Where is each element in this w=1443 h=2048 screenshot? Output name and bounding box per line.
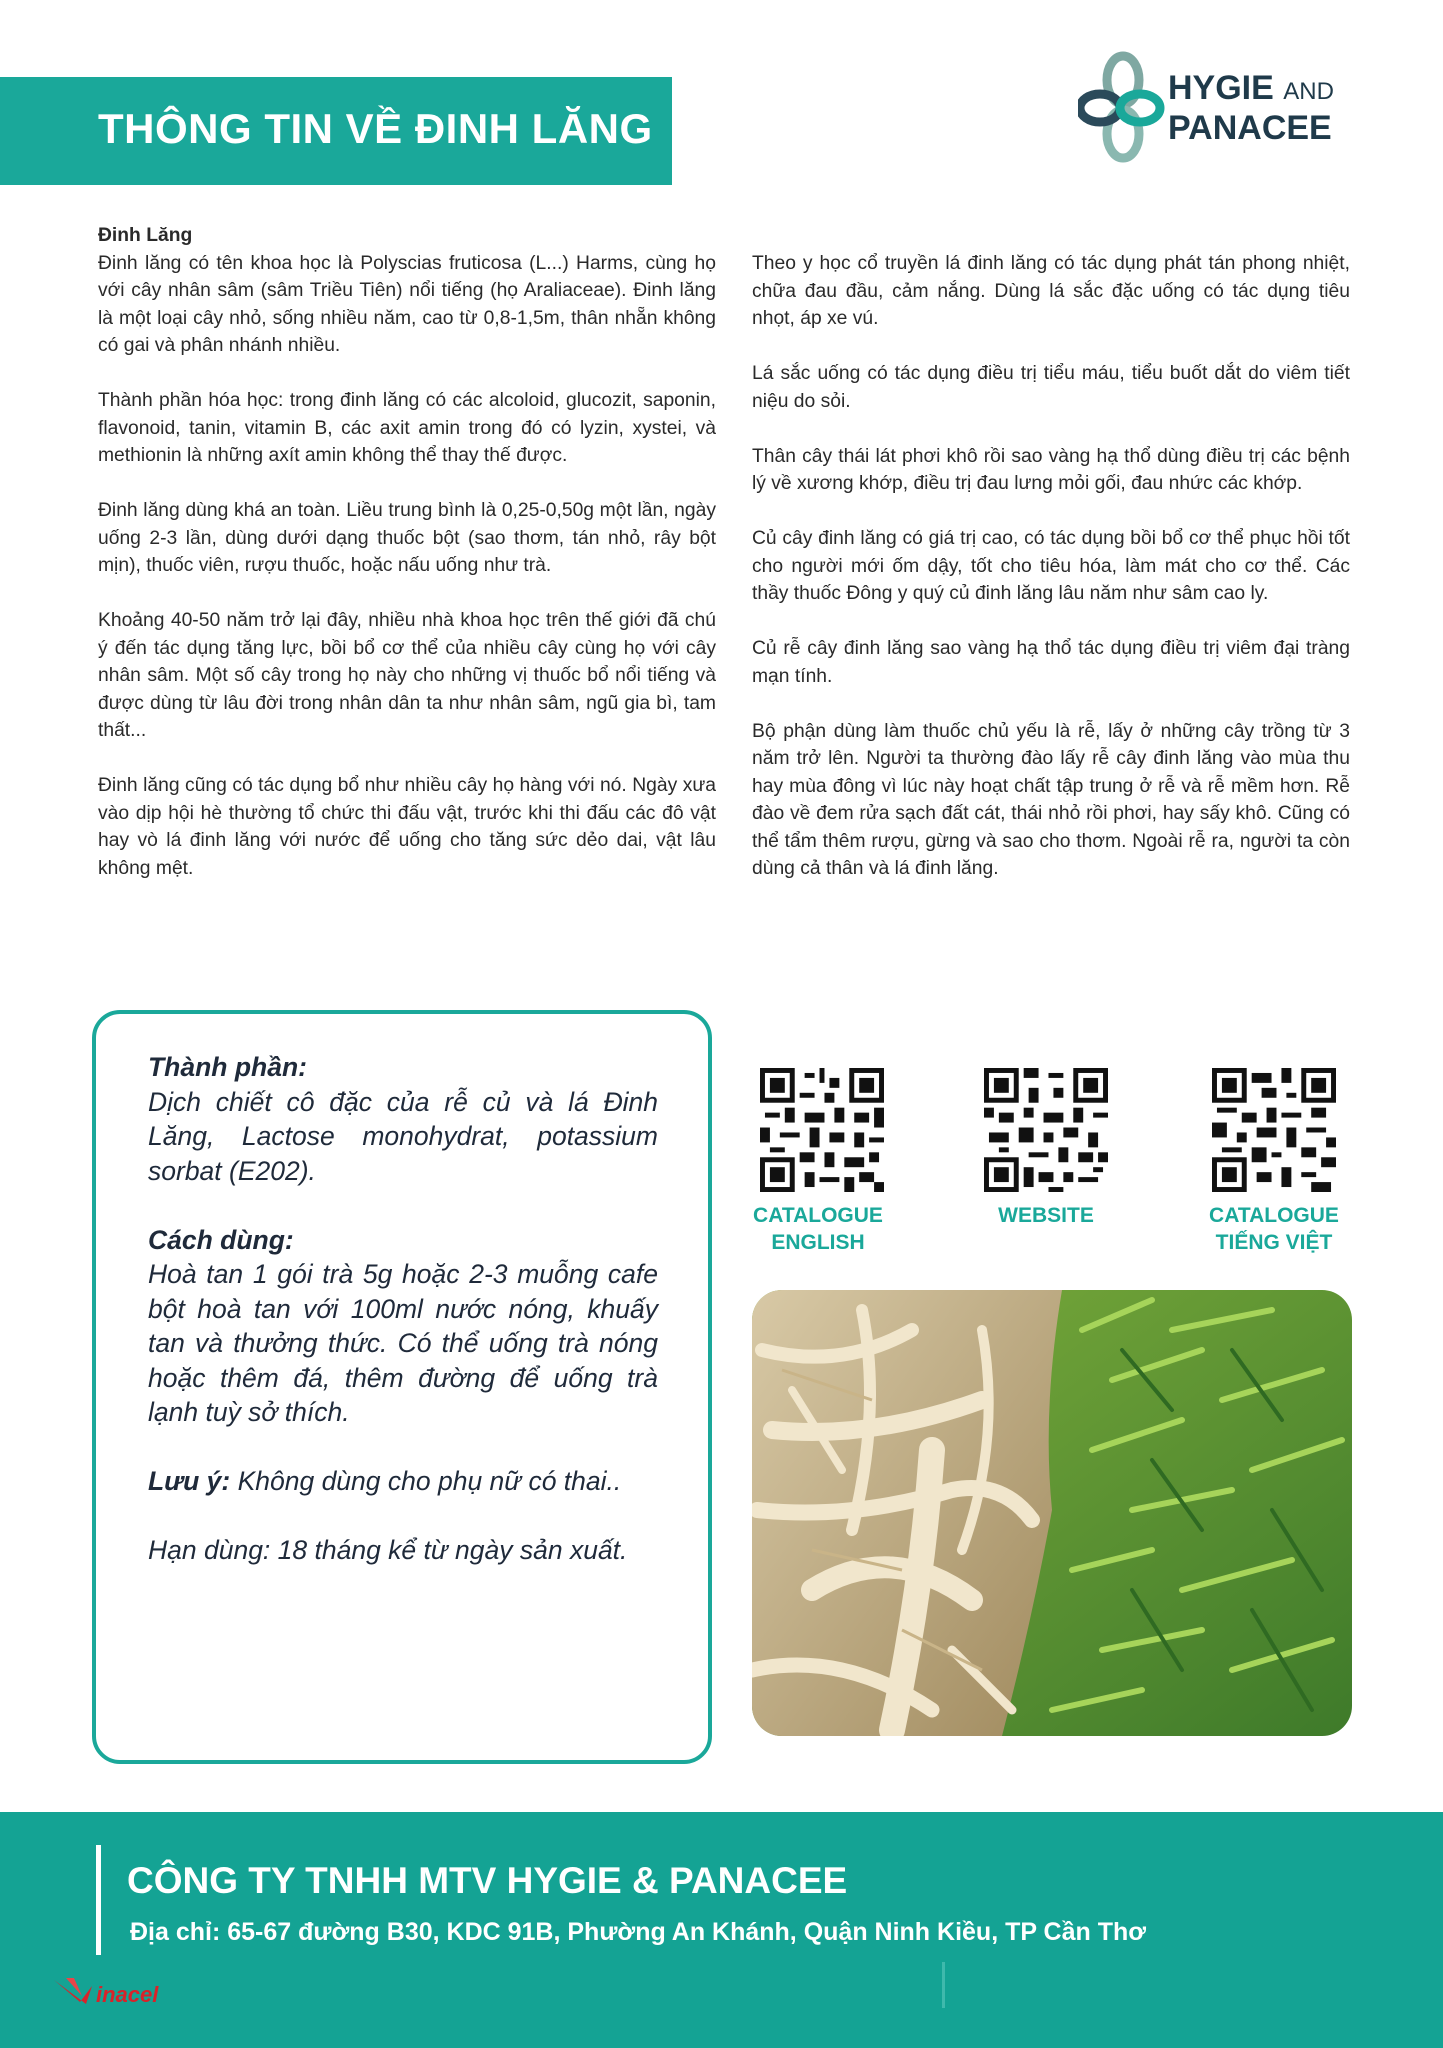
dinh-lang-photo	[752, 1290, 1352, 1736]
note-label: Lưu ý:	[148, 1466, 231, 1496]
qr-label-line1: CATALOGUE	[1209, 1204, 1339, 1227]
left-paragraph: Đinh lăng dùng khá an toàn. Liều trung bình là 0,25-0,50g một lần, ngày uống 2-3 lần, dùng dưới dạng thuốc bột (sao thơm, tán nhỏ, rây bột mịn), thuốc viên, rượu thuốc, hoặc nấu uống như trà.	[98, 500, 716, 576]
usage-text: Hoà tan 1 gói trà 5g hoặc 2-3 muỗng cafe bột hoà tan với 100ml nước nóng, khuấy tan và thưởng thức. Có thể uống trà nóng hoặc thêm đá, thêm đường để uống trà lạnh tuỳ sở thích.	[148, 1259, 658, 1427]
qr-code-catalogue-vietnamese[interactable]	[1212, 1068, 1336, 1192]
left-paragraph: Đinh lăng cũng có tác dụng bổ như nhiều cây họ hàng với nó. Ngày xưa vào dịp hội hè thường tổ chức thi đấu vật, trước khi thi đấu các đô vật hay vò lá đinh lăng với nước để uống cho tăng sức dẻo dai, vật lâu không mệt.	[98, 775, 716, 879]
right-paragraph: Lá sắc uống có tác dụng điều trị tiểu máu, tiểu buốt dắt do viêm tiết niệu do sỏi.	[752, 363, 1350, 412]
qr-label-line2: ENGLISH	[771, 1231, 865, 1254]
ingredients-label: Thành phần:	[148, 1052, 307, 1082]
roots-and-leaves-image	[752, 1290, 1352, 1736]
qr-label-line1: CATALOGUE	[753, 1204, 883, 1227]
right-paragraph: Theo y học cổ truyền lá đinh lăng có tác dụng phát tán phong nhiệt, chữa đau đầu, cảm nắng. Dùng lá sắc đặc uống có tác dụng tiêu nhọt, áp xe vú.	[752, 253, 1350, 329]
expiry-text: Hạn dùng: 18 tháng kể từ ngày sản xuất.	[148, 1535, 628, 1565]
address-value: 65-67 đường B30, KDC 91B, Phường An Khánh, Quận Ninh Kiều, TP Cần Thơ	[220, 1918, 1147, 1946]
vinacel-watermark	[52, 1972, 192, 2014]
footer-divider	[96, 1845, 101, 1955]
qr-label-website[interactable]	[956, 1202, 1136, 1229]
right-paragraph: Thân cây thái lát phơi khô rồi sao vàng hạ thổ dùng điều trị các bệnh lý về xương khớp, điều trị đau lưng mỏi gối, đau nhức các khớp.	[752, 445, 1350, 494]
right-paragraph: Củ cây đinh lăng có giá trị cao, có tác dụng bồi bổ cơ thể phục hồi tốt cho người mới ốm dậy, tốt cho tiêu hóa, làm mát cho cơ thể. Các thầy thuốc Đông y quý củ đinh lăng lâu năm như sâm cao ly.	[752, 528, 1350, 604]
brand-logo	[1078, 48, 1368, 168]
right-paragraph: Bộ phận dùng làm thuốc chủ yếu là rễ, lấy ở những cây trồng từ 3 năm trở lên. Người ta thường đào lấy rễ cây đinh lăng vào mùa thu hay mùa đông vì lúc này hoạt chất tập trung ở rễ và rễ mềm hơn. Rễ đào về đem rửa sạch đất cát, thái nhỏ rồi phơi, hay sấy khô. Cũng có thể tẩm thêm rượu, gừng và sao cho thơm. Ngoài rễ ra, người ta còn dùng cả thân và lá đinh lăng.	[752, 720, 1350, 879]
product-info-content	[148, 1050, 658, 1602]
right-column	[752, 250, 1350, 910]
left-paragraph: Khoảng 40-50 năm trở lại đây, nhiều nhà khoa học trên thế giới đã chú ý đến tác dụng tăng lực, bồi bổ cơ thể của nhiều cây cùng họ với cây nhân sâm. Một số cây trong họ này cho những vị thuốc bổ nổi tiếng và được dùng từ lâu đời trong nhân dân ta như nhân sâm, ngũ gia bì, tam thất...	[98, 610, 716, 741]
qr-label-catalogue-english[interactable]	[728, 1202, 908, 1256]
page-title: THÔNG TIN VỀ ĐINH LĂNG	[98, 105, 653, 152]
logo-line2: PANACEE	[1168, 109, 1332, 147]
left-paragraph: Thành phần hóa học: trong đinh lăng có các alcoloid, glucozit, saponin, flavonoid, tanin, vitamin B, các axit amin trong đó có lyzin, xystei, và methionin là những axít amin không thể thay thế được.	[98, 390, 716, 466]
note-text: Không dùng cho phụ nữ có thai..	[230, 1466, 622, 1496]
company-name: CÔNG TY TNHH MTV HYGIE & PANACEE	[127, 1860, 848, 1901]
company-address	[130, 1918, 1146, 1947]
qr-label-line1: WEBSITE	[998, 1204, 1094, 1227]
left-paragraph: Đinh lăng có tên khoa học là Polyscias fruticosa (L...) Harms, cùng họ với cây nhân sâm (sâm Triều Tiên) nổi tiếng (họ Araliaceae). Đinh lăng là một loại cây nhỏ, sống nhiều năm, cao từ 0,8-1,5m, thân nhẵn không có gai và phân nhánh nhiều.	[98, 252, 716, 356]
footer-tick	[942, 1962, 945, 2008]
logo-line1: HYGIE	[1168, 69, 1274, 107]
qr-label-catalogue-vietnamese[interactable]	[1184, 1202, 1364, 1256]
qr-code-website[interactable]	[984, 1068, 1108, 1192]
left-column	[98, 222, 716, 910]
usage-label: Cách dùng:	[148, 1224, 294, 1255]
qr-label-line2: TIẾNG VIỆT	[1215, 1231, 1333, 1254]
infinity-knot-icon	[1078, 48, 1168, 168]
bird-logo-icon	[52, 1972, 192, 2014]
vinacel-text: inacel	[96, 1982, 159, 2007]
product-info-box	[92, 1010, 712, 1764]
logo-and: AND	[1283, 78, 1334, 105]
qr-code-catalogue-english[interactable]	[760, 1068, 884, 1192]
section-heading: Đinh Lăng	[98, 225, 193, 246]
address-label: Địa chỉ:	[130, 1918, 221, 1946]
ingredients-text: Dịch chiết cô đặc của rễ củ và lá Đinh Lăng, Lactose monohydrat, potassium sorbat (E202).	[148, 1086, 658, 1186]
logo-text	[1168, 70, 1334, 146]
right-paragraph: Củ rễ cây đinh lăng sao vàng hạ thổ tác dụng điều trị viêm đại tràng mạn tính.	[752, 638, 1350, 687]
